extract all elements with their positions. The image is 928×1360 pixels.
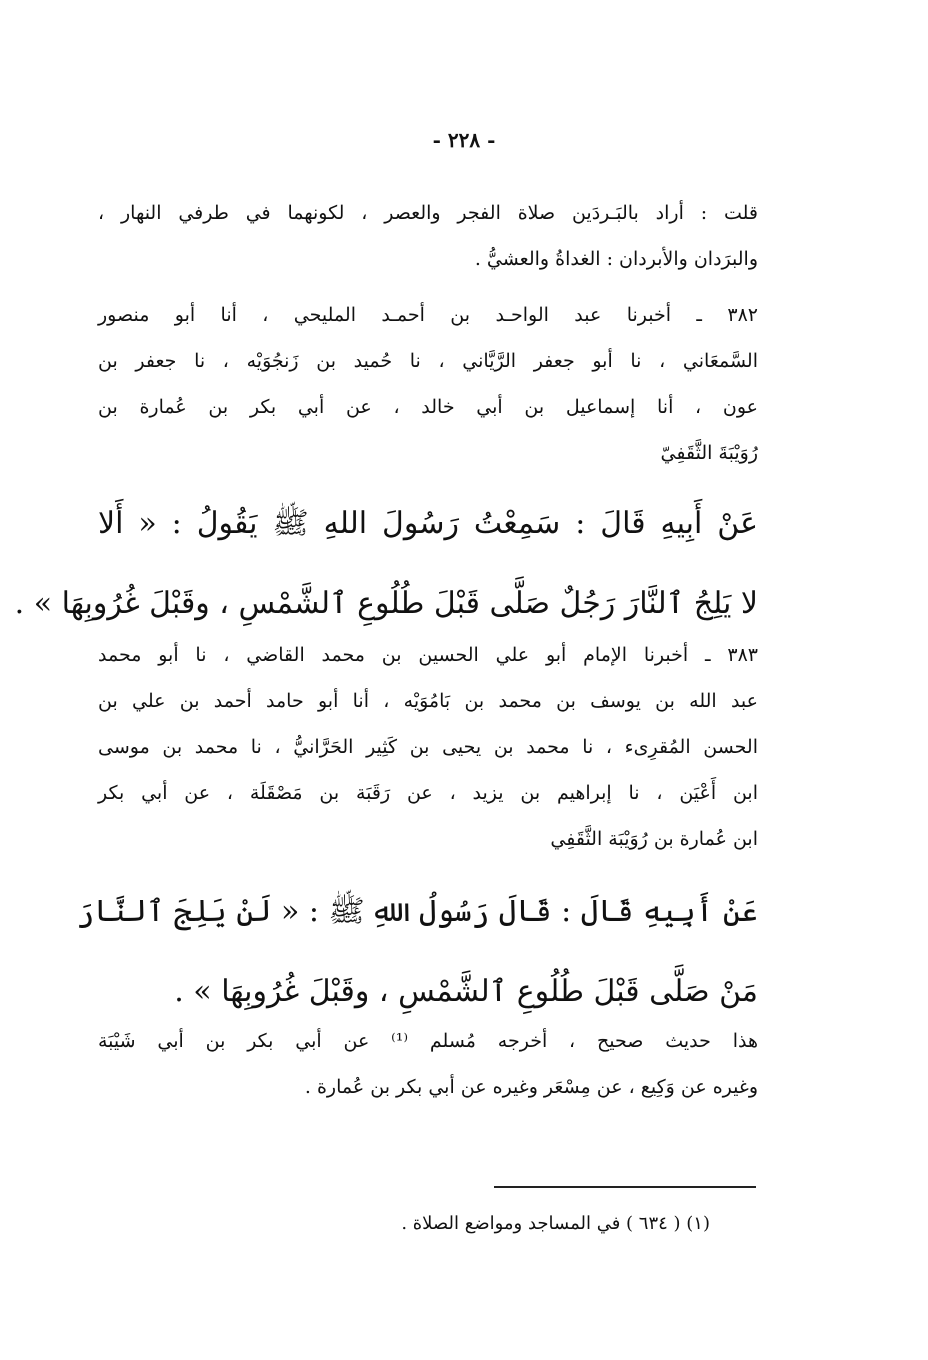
text-line: عبد الله بن يوسف بن محمد بن بَامُوَيْه ، أنا أبو حامد أحمد بن علي بن [98, 690, 758, 712]
note-paragraph [98, 190, 758, 282]
hadith-382-matn [14, 484, 758, 644]
text-line: السَّمعَاني ، نا أبو جعفر الرَّيَّاني ، نا حُميد بن زَنجُوَيْه ، نا جعفر بن [98, 350, 758, 372]
hadith-382-isnad [98, 292, 758, 476]
text-line: عون ، أنا إسماعيل بن أبي خالد ، عن أبي بكر بن عُمارة بن [98, 396, 758, 418]
text-line: وغيره عن وَكِيع ، عن مِسْعَر وغيره عن أبي بكر بن عُمارة . [304, 1076, 758, 1098]
text-line: رُوَيْبَةَ الثَّقَفِيّ [660, 442, 758, 464]
commentary-paragraph [98, 1018, 758, 1110]
text-line: مَنْ صَلَّى قَبْلَ طُلُوعِ ٱلشَّمْسِ ، وقَبْلَ غُرُوبِهَا » . [174, 974, 758, 1009]
text-line: لا يَلِجُ ٱلنَّارَ رَجُلٌ صَلَّى قَبْلَ طُلُوعِ ٱلشَّمْسِ ، وقَبْلَ غُرُوبِهَا » . [14, 586, 758, 621]
text-line: قلت : أراد بالبَـردَين صلاة الفجر والعصر ، لكونهما في طرفي النهار ، [98, 202, 758, 224]
hadith-383-isnad [98, 632, 758, 862]
text-line: والبرَدان والأبردان : الغداةُ والعشيُّ . [474, 248, 758, 270]
text-line: الحسن المُقرِىء ، نا محمد بن يحيى بن كَثِير الحَرَّانيُّ ، نا محمد بن موسى [98, 736, 758, 758]
text-line: هذا حديث صحيح ، أخرجه مُسلم ⁽¹⁾ عن أبي بكر بن أبي شَيْبَة [98, 1030, 758, 1052]
text-line: ٣٨٣ ـ أخبرنا الإمام أبو علي الحسين بن محمد القاضي ، نا أبو محمد [98, 644, 758, 666]
text-line: عَنْ أَبِيهِ قَالَ : سَمِعْتُ رَسُولَ اللهِ ﷺ يَقُولُ : « أَلا [98, 506, 758, 541]
footnote: (١) ( ٦٣٤ ) في المساجد ومواضع الصلاة . [401, 1213, 710, 1234]
hadith-383-matn [76, 872, 758, 1032]
text-line: ابن عُمارة بن رُوَيْبَة الثَّقَفِي [550, 828, 758, 850]
text-line: ٣٨٢ ـ أخبرنا عبد الواحـد بن أحمـد المليحي ، أنا أبو منصور [98, 304, 758, 326]
page-number: - ٢٢٨ - [432, 128, 496, 152]
text-line: عَنْ أَبِيهِ قَالَ : قَالَ رَسُولُ اللهِ ﷺ : « لَنْ يَلِجَ ٱلنَّارَ [76, 894, 758, 929]
footnote-divider [494, 1186, 756, 1188]
text-line: ابن أَعْيَن ، نا إبراهيم بن يزيد ، عن رَقَبَة بن مَصْقَلَة ، عن أبي بكر [98, 782, 758, 804]
